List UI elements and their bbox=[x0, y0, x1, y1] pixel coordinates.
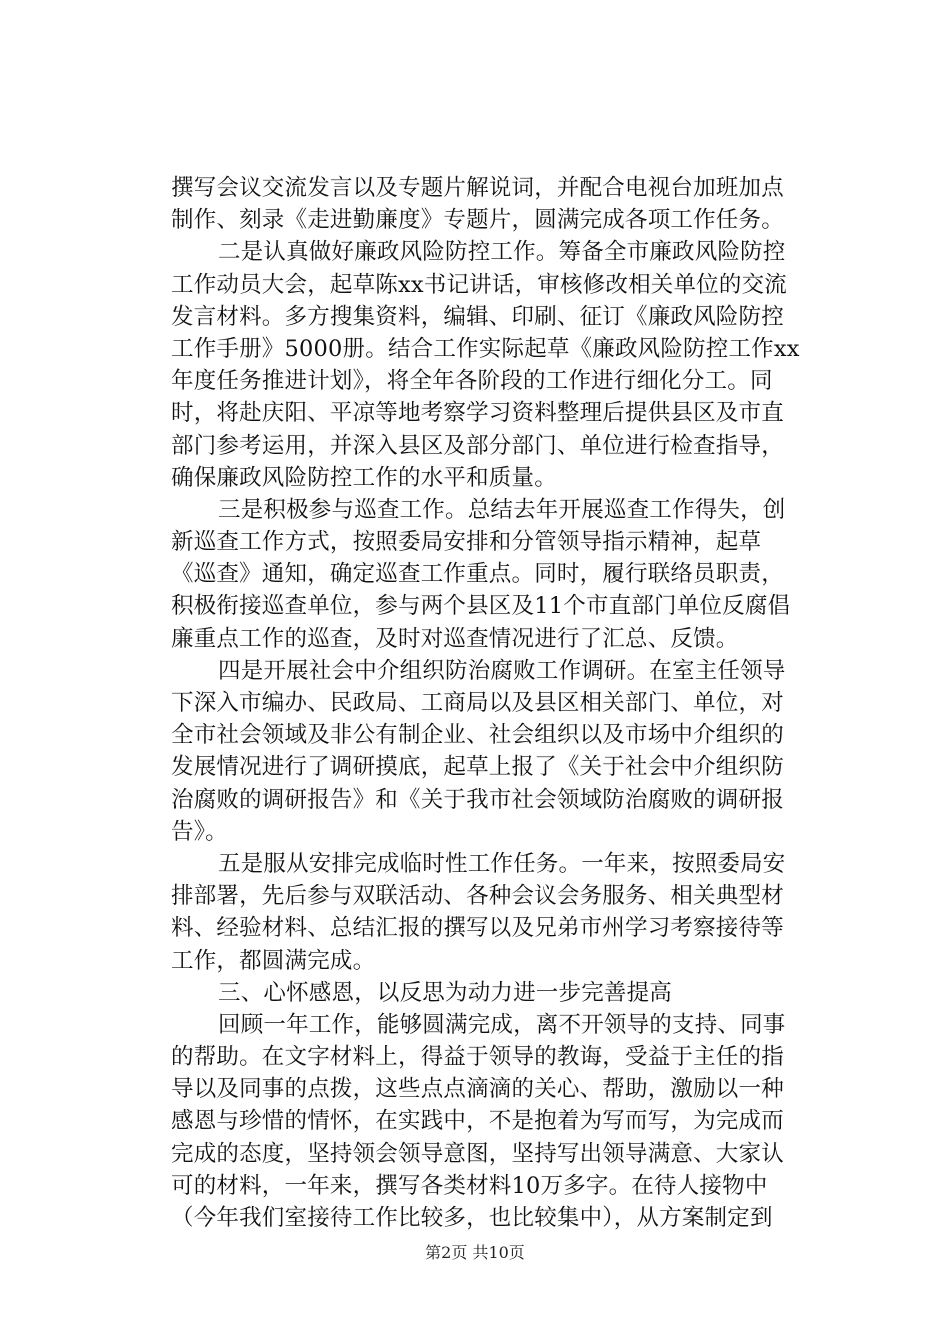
text-line: 年度任务推进计划》，将全年各阶段的工作进行细化分工。同 bbox=[171, 368, 773, 395]
text-line: （今年我们室接待工作比较多，也比较集中），从方案制定到 bbox=[171, 1205, 773, 1231]
text-line: 积极衔接巡查单位，参与两个县区及11个市直部门单位反腐倡 bbox=[171, 593, 791, 620]
text-line: 全市社会领域及非公有制企业、社会组织以及市场中介组织的 bbox=[171, 722, 784, 749]
text-line: 的帮助。在文字材料上，得益于领导的教诲，受益于主任的指 bbox=[171, 1044, 784, 1071]
text-line: 工作，都圆满完成。 bbox=[171, 947, 376, 974]
text-line: 四是开展社会中介组织防治腐败工作调研。在室主任领导 bbox=[218, 657, 786, 684]
text-line: 新巡查工作方式，按照委局安排和分管领导指示精神，起草 bbox=[171, 529, 762, 556]
text-line: 发展情况进行了调研摸底，起草上报了《关于社会中介组织防 bbox=[171, 754, 784, 781]
text-line: 治腐败的调研报告》和《关于我市社会领域防治腐败的调研报 bbox=[171, 786, 784, 813]
text-line: 廉重点工作的巡查，及时对巡查情况进行了汇总、反馈。 bbox=[171, 625, 739, 652]
text-line: 料、经验材料、总结汇报的撰写以及兄弟市州学习考察接待等 bbox=[171, 915, 784, 942]
text-line: 确保廉政风险防控工作的水平和质量。 bbox=[171, 464, 557, 491]
text-line: 下深入市编办、民政局、工商局以及县区相关部门、单位，对 bbox=[171, 690, 784, 716]
text-line: 工作动员大会，起草陈xx书记讲话，审核修改相关单位的交流 bbox=[171, 271, 787, 298]
text-line: 撰写会议交流发言以及专题片解说词，并配合电视台加班加点 bbox=[171, 175, 784, 201]
text-line: 部门参考运用，并深入县区及部分部门、单位进行检查指导， bbox=[171, 432, 784, 459]
text-line: 感恩与珍惜的情怀，在实践中，不是抱着为写而写，为完成而 bbox=[171, 1108, 784, 1135]
text-line: 三是积极参与巡查工作。总结去年开展巡查工作得失，创 bbox=[218, 496, 786, 523]
text-line: 导以及同事的点拨，这些点点滴滴的关心、帮助，激励以一种 bbox=[171, 1076, 784, 1103]
text-line: 工作手册》5000册。结合工作实际起草《廉政风险防控工作xx bbox=[171, 335, 800, 362]
text-line: 完成的态度，坚持领会领导意图，坚持写出领导满意、大家认 bbox=[171, 1140, 784, 1167]
text-line: 可的材料，一年来，撰写各类材料10万多字。在待人接物中 bbox=[171, 1172, 768, 1199]
text-line: 回顾一年工作，能够圆满完成，离不开领导的支持、同事 bbox=[218, 1011, 786, 1038]
text-line: 三、心怀感恩，以反思为动力进一步完善提高 bbox=[218, 979, 673, 1006]
text-line: 《巡查》通知，确定巡查工作重点。同时，履行联络员职责， bbox=[171, 561, 784, 588]
text-line: 五是服从安排完成临时性工作任务。一年来，按照委局安 bbox=[218, 850, 786, 877]
text-line: 排部署，先后参与双联活动、各种会议会务服务、相关典型材 bbox=[171, 883, 784, 910]
text-line: 发言材料。多方搜集资料，编辑、印刷、征订《廉政风险防控 bbox=[171, 303, 784, 330]
text-line: 时，将赴庆阳、平凉等地考察学习资料整理后提供县区及市直 bbox=[171, 400, 784, 427]
page-number-footer: 第2页 共10页 bbox=[425, 1243, 525, 1262]
document-body bbox=[171, 172, 831, 1234]
text-line: 制作、刻录《走进勤廉度》专题片，圆满完成各项工作任务。 bbox=[171, 207, 784, 234]
text-line: 告》。 bbox=[171, 818, 228, 845]
text-line: 二是认真做好廉政风险防控工作。筹备全市廉政风险防控 bbox=[218, 239, 786, 266]
